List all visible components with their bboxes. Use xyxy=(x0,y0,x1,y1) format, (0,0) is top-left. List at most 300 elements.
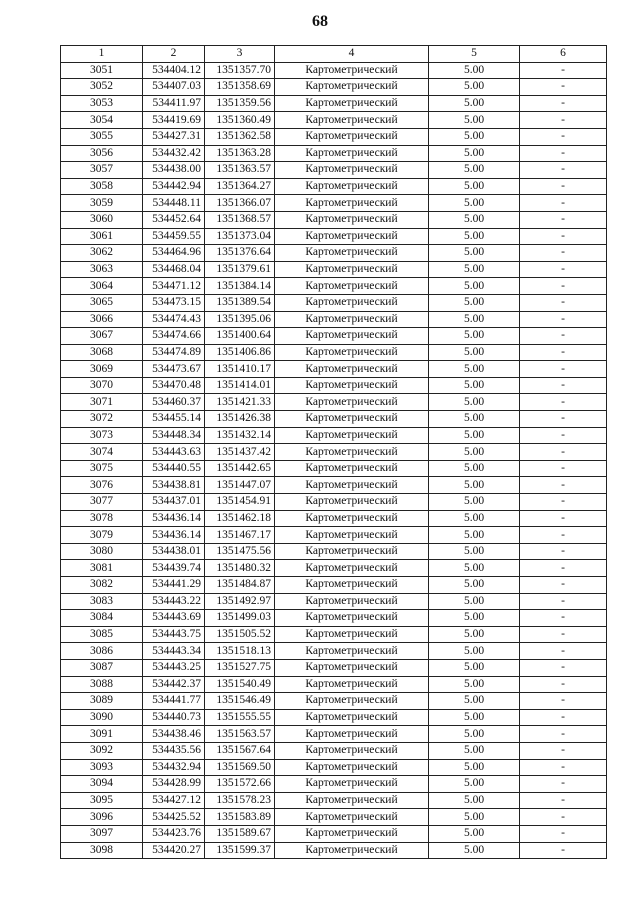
y-coordinate-cell: 1351442.65 xyxy=(205,460,275,477)
x-coordinate-cell: 534443.75 xyxy=(143,626,205,643)
header-cell: 2 xyxy=(143,46,205,63)
point-number-cell: 3086 xyxy=(61,643,143,660)
table-row xyxy=(61,659,607,676)
table-row xyxy=(61,278,607,295)
table-row xyxy=(61,577,607,594)
x-coordinate-cell: 534423.76 xyxy=(143,825,205,842)
y-coordinate-cell: 1351475.56 xyxy=(205,543,275,560)
page-number: 68 xyxy=(312,13,328,30)
method-cell: Картометрический xyxy=(275,726,429,743)
accuracy-cell: 5.00 xyxy=(429,477,520,494)
y-coordinate-cell: 1351363.28 xyxy=(205,145,275,162)
note-cell: - xyxy=(520,62,607,79)
note-cell: - xyxy=(520,809,607,826)
table-row xyxy=(61,344,607,361)
note-cell: - xyxy=(520,742,607,759)
table-row xyxy=(61,510,607,527)
accuracy-cell: 5.00 xyxy=(429,842,520,859)
x-coordinate-cell: 534443.34 xyxy=(143,643,205,660)
note-cell: - xyxy=(520,709,607,726)
accuracy-cell: 5.00 xyxy=(429,211,520,228)
y-coordinate-cell: 1351364.27 xyxy=(205,178,275,195)
y-coordinate-cell: 1351467.17 xyxy=(205,527,275,544)
method-cell: Картометрический xyxy=(275,676,429,693)
method-cell: Картометрический xyxy=(275,178,429,195)
y-coordinate-cell: 1351563.57 xyxy=(205,726,275,743)
y-coordinate-cell: 1351480.32 xyxy=(205,560,275,577)
method-cell: Картометрический xyxy=(275,311,429,328)
point-number-cell: 3064 xyxy=(61,278,143,295)
note-cell: - xyxy=(520,427,607,444)
note-cell: - xyxy=(520,79,607,96)
note-cell: - xyxy=(520,792,607,809)
point-number-cell: 3054 xyxy=(61,112,143,129)
accuracy-cell: 5.00 xyxy=(429,411,520,428)
note-cell: - xyxy=(520,693,607,710)
table-row xyxy=(61,62,607,79)
method-cell: Картометрический xyxy=(275,626,429,643)
table-row xyxy=(61,494,607,511)
accuracy-cell: 5.00 xyxy=(429,195,520,212)
method-cell: Картометрический xyxy=(275,543,429,560)
note-cell: - xyxy=(520,477,607,494)
point-number-cell: 3060 xyxy=(61,211,143,228)
y-coordinate-cell: 1351379.61 xyxy=(205,261,275,278)
table-row xyxy=(61,759,607,776)
x-coordinate-cell: 534443.69 xyxy=(143,610,205,627)
table-row xyxy=(61,842,607,859)
coordinates-table xyxy=(60,45,607,859)
note-cell: - xyxy=(520,211,607,228)
point-number-cell: 3075 xyxy=(61,460,143,477)
accuracy-cell: 5.00 xyxy=(429,759,520,776)
point-number-cell: 3065 xyxy=(61,294,143,311)
note-cell: - xyxy=(520,776,607,793)
method-cell: Картометрический xyxy=(275,610,429,627)
accuracy-cell: 5.00 xyxy=(429,693,520,710)
note-cell: - xyxy=(520,460,607,477)
table-row xyxy=(61,377,607,394)
method-cell: Картометрический xyxy=(275,742,429,759)
note-cell: - xyxy=(520,95,607,112)
table-row xyxy=(61,776,607,793)
accuracy-cell: 5.00 xyxy=(429,311,520,328)
point-number-cell: 3098 xyxy=(61,842,143,859)
note-cell: - xyxy=(520,842,607,859)
y-coordinate-cell: 1351359.56 xyxy=(205,95,275,112)
y-coordinate-cell: 1351406.86 xyxy=(205,344,275,361)
accuracy-cell: 5.00 xyxy=(429,377,520,394)
point-number-cell: 3074 xyxy=(61,444,143,461)
x-coordinate-cell: 534440.55 xyxy=(143,460,205,477)
y-coordinate-cell: 1351357.70 xyxy=(205,62,275,79)
accuracy-cell: 5.00 xyxy=(429,145,520,162)
method-cell: Картометрический xyxy=(275,145,429,162)
x-coordinate-cell: 534455.14 xyxy=(143,411,205,428)
point-number-cell: 3070 xyxy=(61,377,143,394)
y-coordinate-cell: 1351540.49 xyxy=(205,676,275,693)
table-row xyxy=(61,261,607,278)
point-number-cell: 3073 xyxy=(61,427,143,444)
method-cell: Картометрический xyxy=(275,162,429,179)
x-coordinate-cell: 534464.96 xyxy=(143,245,205,262)
table-row xyxy=(61,444,607,461)
point-number-cell: 3059 xyxy=(61,195,143,212)
table-row xyxy=(61,427,607,444)
method-cell: Картометрический xyxy=(275,709,429,726)
table-row xyxy=(61,477,607,494)
x-coordinate-cell: 534474.66 xyxy=(143,328,205,345)
point-number-cell: 3055 xyxy=(61,128,143,145)
note-cell: - xyxy=(520,444,607,461)
method-cell: Картометрический xyxy=(275,128,429,145)
x-coordinate-cell: 534432.94 xyxy=(143,759,205,776)
note-cell: - xyxy=(520,145,607,162)
point-number-cell: 3078 xyxy=(61,510,143,527)
y-coordinate-cell: 1351358.69 xyxy=(205,79,275,96)
table-body xyxy=(61,62,607,859)
y-coordinate-cell: 1351447.07 xyxy=(205,477,275,494)
point-number-cell: 3088 xyxy=(61,676,143,693)
y-coordinate-cell: 1351410.17 xyxy=(205,361,275,378)
point-number-cell: 3093 xyxy=(61,759,143,776)
point-number-cell: 3082 xyxy=(61,577,143,594)
table-row xyxy=(61,593,607,610)
accuracy-cell: 5.00 xyxy=(429,178,520,195)
x-coordinate-cell: 534459.55 xyxy=(143,228,205,245)
x-coordinate-cell: 534427.31 xyxy=(143,128,205,145)
accuracy-cell: 5.00 xyxy=(429,593,520,610)
table-row xyxy=(61,294,607,311)
y-coordinate-cell: 1351366.07 xyxy=(205,195,275,212)
table-row xyxy=(61,726,607,743)
method-cell: Картометрический xyxy=(275,494,429,511)
note-cell: - xyxy=(520,759,607,776)
y-coordinate-cell: 1351583.89 xyxy=(205,809,275,826)
method-cell: Картометрический xyxy=(275,593,429,610)
method-cell: Картометрический xyxy=(275,577,429,594)
method-cell: Картометрический xyxy=(275,344,429,361)
x-coordinate-cell: 534474.89 xyxy=(143,344,205,361)
header-cell: 5 xyxy=(429,46,520,63)
x-coordinate-cell: 534438.01 xyxy=(143,543,205,560)
table-row xyxy=(61,527,607,544)
point-number-cell: 3069 xyxy=(61,361,143,378)
point-number-cell: 3084 xyxy=(61,610,143,627)
table-row xyxy=(61,95,607,112)
note-cell: - xyxy=(520,261,607,278)
point-number-cell: 3077 xyxy=(61,494,143,511)
x-coordinate-cell: 534442.37 xyxy=(143,676,205,693)
x-coordinate-cell: 534452.64 xyxy=(143,211,205,228)
note-cell: - xyxy=(520,494,607,511)
method-cell: Картометрический xyxy=(275,477,429,494)
accuracy-cell: 5.00 xyxy=(429,776,520,793)
note-cell: - xyxy=(520,311,607,328)
accuracy-cell: 5.00 xyxy=(429,444,520,461)
y-coordinate-cell: 1351527.75 xyxy=(205,659,275,676)
table-row xyxy=(61,709,607,726)
point-number-cell: 3096 xyxy=(61,809,143,826)
table-row xyxy=(61,162,607,179)
note-cell: - xyxy=(520,245,607,262)
y-coordinate-cell: 1351599.37 xyxy=(205,842,275,859)
y-coordinate-cell: 1351572.66 xyxy=(205,776,275,793)
point-number-cell: 3089 xyxy=(61,693,143,710)
method-cell: Картометрический xyxy=(275,759,429,776)
point-number-cell: 3063 xyxy=(61,261,143,278)
y-coordinate-cell: 1351414.01 xyxy=(205,377,275,394)
note-cell: - xyxy=(520,560,607,577)
note-cell: - xyxy=(520,228,607,245)
y-coordinate-cell: 1351578.23 xyxy=(205,792,275,809)
accuracy-cell: 5.00 xyxy=(429,228,520,245)
point-number-cell: 3091 xyxy=(61,726,143,743)
point-number-cell: 3067 xyxy=(61,328,143,345)
method-cell: Картометрический xyxy=(275,643,429,660)
note-cell: - xyxy=(520,112,607,129)
method-cell: Картометрический xyxy=(275,211,429,228)
x-coordinate-cell: 534411.97 xyxy=(143,95,205,112)
y-coordinate-cell: 1351492.97 xyxy=(205,593,275,610)
header-cell: 4 xyxy=(275,46,429,63)
note-cell: - xyxy=(520,510,607,527)
point-number-cell: 3071 xyxy=(61,394,143,411)
method-cell: Картометрический xyxy=(275,842,429,859)
header-cell: 3 xyxy=(205,46,275,63)
table-row xyxy=(61,543,607,560)
x-coordinate-cell: 534440.73 xyxy=(143,709,205,726)
note-cell: - xyxy=(520,676,607,693)
table-row xyxy=(61,112,607,129)
note-cell: - xyxy=(520,593,607,610)
accuracy-cell: 5.00 xyxy=(429,676,520,693)
header-cell: 1 xyxy=(61,46,143,63)
method-cell: Картометрический xyxy=(275,825,429,842)
x-coordinate-cell: 534438.46 xyxy=(143,726,205,743)
point-number-cell: 3087 xyxy=(61,659,143,676)
method-cell: Картометрический xyxy=(275,112,429,129)
accuracy-cell: 5.00 xyxy=(429,792,520,809)
accuracy-cell: 5.00 xyxy=(429,626,520,643)
y-coordinate-cell: 1351400.64 xyxy=(205,328,275,345)
note-cell: - xyxy=(520,825,607,842)
point-number-cell: 3081 xyxy=(61,560,143,577)
y-coordinate-cell: 1351518.13 xyxy=(205,643,275,660)
method-cell: Картометрический xyxy=(275,510,429,527)
accuracy-cell: 5.00 xyxy=(429,344,520,361)
method-cell: Картометрический xyxy=(275,659,429,676)
method-cell: Картометрический xyxy=(275,560,429,577)
point-number-cell: 3095 xyxy=(61,792,143,809)
table-row xyxy=(61,742,607,759)
x-coordinate-cell: 534473.15 xyxy=(143,294,205,311)
accuracy-cell: 5.00 xyxy=(429,543,520,560)
x-coordinate-cell: 534443.22 xyxy=(143,593,205,610)
method-cell: Картометрический xyxy=(275,294,429,311)
y-coordinate-cell: 1351555.55 xyxy=(205,709,275,726)
y-coordinate-cell: 1351389.54 xyxy=(205,294,275,311)
accuracy-cell: 5.00 xyxy=(429,527,520,544)
x-coordinate-cell: 534419.69 xyxy=(143,112,205,129)
method-cell: Картометрический xyxy=(275,776,429,793)
accuracy-cell: 5.00 xyxy=(429,245,520,262)
x-coordinate-cell: 534474.43 xyxy=(143,311,205,328)
accuracy-cell: 5.00 xyxy=(429,726,520,743)
accuracy-cell: 5.00 xyxy=(429,809,520,826)
accuracy-cell: 5.00 xyxy=(429,278,520,295)
method-cell: Картометрический xyxy=(275,394,429,411)
table-row xyxy=(61,643,607,660)
note-cell: - xyxy=(520,377,607,394)
accuracy-cell: 5.00 xyxy=(429,112,520,129)
table-row xyxy=(61,792,607,809)
note-cell: - xyxy=(520,278,607,295)
table-row xyxy=(61,693,607,710)
point-number-cell: 3062 xyxy=(61,245,143,262)
note-cell: - xyxy=(520,195,607,212)
table-row xyxy=(61,311,607,328)
method-cell: Картометрический xyxy=(275,95,429,112)
point-number-cell: 3053 xyxy=(61,95,143,112)
table-row xyxy=(61,328,607,345)
y-coordinate-cell: 1351589.67 xyxy=(205,825,275,842)
x-coordinate-cell: 534468.04 xyxy=(143,261,205,278)
note-cell: - xyxy=(520,610,607,627)
accuracy-cell: 5.00 xyxy=(429,742,520,759)
point-number-cell: 3072 xyxy=(61,411,143,428)
method-cell: Картометрический xyxy=(275,693,429,710)
point-number-cell: 3080 xyxy=(61,543,143,560)
x-coordinate-cell: 534427.12 xyxy=(143,792,205,809)
y-coordinate-cell: 1351505.52 xyxy=(205,626,275,643)
note-cell: - xyxy=(520,626,607,643)
y-coordinate-cell: 1351373.04 xyxy=(205,228,275,245)
y-coordinate-cell: 1351499.03 xyxy=(205,610,275,627)
note-cell: - xyxy=(520,394,607,411)
x-coordinate-cell: 534448.34 xyxy=(143,427,205,444)
point-number-cell: 3061 xyxy=(61,228,143,245)
x-coordinate-cell: 534428.99 xyxy=(143,776,205,793)
y-coordinate-cell: 1351362.58 xyxy=(205,128,275,145)
table-row xyxy=(61,178,607,195)
accuracy-cell: 5.00 xyxy=(429,610,520,627)
point-number-cell: 3066 xyxy=(61,311,143,328)
y-coordinate-cell: 1351567.64 xyxy=(205,742,275,759)
accuracy-cell: 5.00 xyxy=(429,394,520,411)
x-coordinate-cell: 534443.63 xyxy=(143,444,205,461)
note-cell: - xyxy=(520,577,607,594)
method-cell: Картометрический xyxy=(275,261,429,278)
x-coordinate-cell: 534471.12 xyxy=(143,278,205,295)
point-number-cell: 3083 xyxy=(61,593,143,610)
accuracy-cell: 5.00 xyxy=(429,560,520,577)
method-cell: Картометрический xyxy=(275,527,429,544)
accuracy-cell: 5.00 xyxy=(429,825,520,842)
point-number-cell: 3057 xyxy=(61,162,143,179)
x-coordinate-cell: 534420.27 xyxy=(143,842,205,859)
table-row xyxy=(61,79,607,96)
y-coordinate-cell: 1351363.57 xyxy=(205,162,275,179)
method-cell: Картометрический xyxy=(275,427,429,444)
note-cell: - xyxy=(520,344,607,361)
table-row xyxy=(61,145,607,162)
note-cell: - xyxy=(520,328,607,345)
accuracy-cell: 5.00 xyxy=(429,261,520,278)
x-coordinate-cell: 534441.29 xyxy=(143,577,205,594)
note-cell: - xyxy=(520,726,607,743)
accuracy-cell: 5.00 xyxy=(429,128,520,145)
method-cell: Картометрический xyxy=(275,228,429,245)
method-cell: Картометрический xyxy=(275,79,429,96)
x-coordinate-cell: 534439.74 xyxy=(143,560,205,577)
x-coordinate-cell: 534448.11 xyxy=(143,195,205,212)
point-number-cell: 3097 xyxy=(61,825,143,842)
point-number-cell: 3068 xyxy=(61,344,143,361)
x-coordinate-cell: 534425.52 xyxy=(143,809,205,826)
note-cell: - xyxy=(520,178,607,195)
x-coordinate-cell: 534441.77 xyxy=(143,693,205,710)
method-cell: Картометрический xyxy=(275,460,429,477)
x-coordinate-cell: 534437.01 xyxy=(143,494,205,511)
point-number-cell: 3079 xyxy=(61,527,143,544)
table-row xyxy=(61,211,607,228)
table-row xyxy=(61,245,607,262)
accuracy-cell: 5.00 xyxy=(429,62,520,79)
accuracy-cell: 5.00 xyxy=(429,294,520,311)
note-cell: - xyxy=(520,294,607,311)
accuracy-cell: 5.00 xyxy=(429,709,520,726)
accuracy-cell: 5.00 xyxy=(429,643,520,660)
y-coordinate-cell: 1351395.06 xyxy=(205,311,275,328)
accuracy-cell: 5.00 xyxy=(429,361,520,378)
method-cell: Картометрический xyxy=(275,245,429,262)
point-number-cell: 3056 xyxy=(61,145,143,162)
note-cell: - xyxy=(520,162,607,179)
note-cell: - xyxy=(520,128,607,145)
table-row xyxy=(61,560,607,577)
x-coordinate-cell: 534436.14 xyxy=(143,527,205,544)
y-coordinate-cell: 1351360.49 xyxy=(205,112,275,129)
x-coordinate-cell: 534473.67 xyxy=(143,361,205,378)
point-number-cell: 3051 xyxy=(61,62,143,79)
y-coordinate-cell: 1351437.42 xyxy=(205,444,275,461)
method-cell: Картометрический xyxy=(275,361,429,378)
table-row xyxy=(61,626,607,643)
y-coordinate-cell: 1351484.87 xyxy=(205,577,275,594)
note-cell: - xyxy=(520,527,607,544)
table-row xyxy=(61,361,607,378)
note-cell: - xyxy=(520,659,607,676)
method-cell: Картометрический xyxy=(275,411,429,428)
x-coordinate-cell: 534443.25 xyxy=(143,659,205,676)
accuracy-cell: 5.00 xyxy=(429,510,520,527)
table-row xyxy=(61,195,607,212)
method-cell: Картометрический xyxy=(275,328,429,345)
y-coordinate-cell: 1351432.14 xyxy=(205,427,275,444)
method-cell: Картометрический xyxy=(275,62,429,79)
accuracy-cell: 5.00 xyxy=(429,95,520,112)
header-cell: 6 xyxy=(520,46,607,63)
point-number-cell: 3092 xyxy=(61,742,143,759)
method-cell: Картометрический xyxy=(275,278,429,295)
x-coordinate-cell: 534438.00 xyxy=(143,162,205,179)
accuracy-cell: 5.00 xyxy=(429,460,520,477)
method-cell: Картометрический xyxy=(275,377,429,394)
table-row xyxy=(61,460,607,477)
x-coordinate-cell: 534404.12 xyxy=(143,62,205,79)
note-cell: - xyxy=(520,543,607,560)
